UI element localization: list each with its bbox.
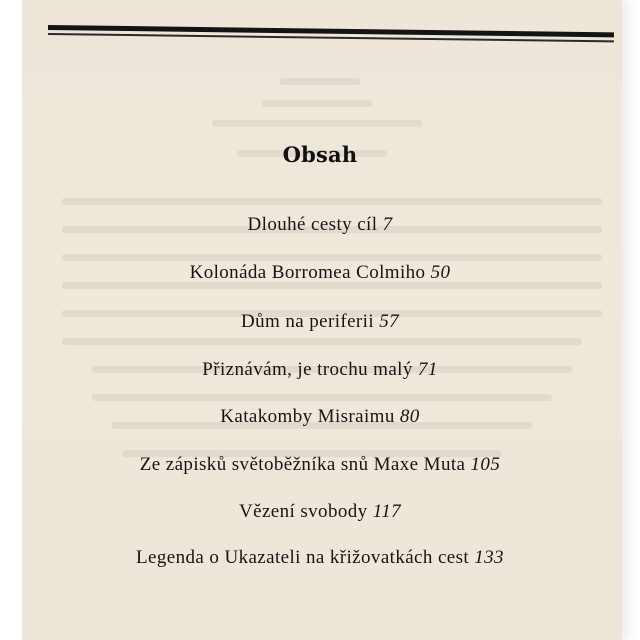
toc-entry bbox=[0, 359, 640, 381]
toc-entry-title: Katakomby Misraimu bbox=[220, 406, 395, 427]
toc-entry-page: 50 bbox=[430, 262, 451, 283]
toc-entry bbox=[0, 311, 640, 333]
toc-entry bbox=[0, 454, 640, 476]
toc-entry-page: 117 bbox=[372, 501, 401, 522]
toc-entry-title: Ze zápisků světoběžníka snů Maxe Muta bbox=[139, 454, 466, 475]
toc-entry-page: 71 bbox=[417, 359, 438, 380]
toc-entry-page: 57 bbox=[379, 311, 399, 332]
toc-entry bbox=[0, 262, 640, 284]
toc-entry-title: Dům na periferii bbox=[241, 311, 375, 332]
toc-entry-page: 80 bbox=[399, 406, 420, 427]
toc-heading: Obsah bbox=[282, 142, 358, 167]
toc-entry-page: 7 bbox=[382, 214, 393, 235]
toc-entry bbox=[0, 406, 640, 428]
toc-entry-page: 133 bbox=[474, 547, 504, 568]
toc-entry-page: 105 bbox=[470, 454, 501, 475]
toc-entry-title: Kolonáda Borromea Colmiho bbox=[189, 262, 426, 283]
toc-entry-title: Vězení svobody bbox=[239, 501, 368, 522]
toc-entry bbox=[0, 214, 640, 236]
toc-entry bbox=[0, 547, 640, 569]
toc-entry-title: Dlouhé cesty cíl bbox=[247, 214, 378, 235]
toc-entry-title: Přiznávám, je trochu malý bbox=[202, 359, 413, 380]
toc-entry-title: Legenda o Ukazateli na křižovatkách cest bbox=[136, 547, 470, 568]
toc-entry bbox=[0, 501, 640, 523]
